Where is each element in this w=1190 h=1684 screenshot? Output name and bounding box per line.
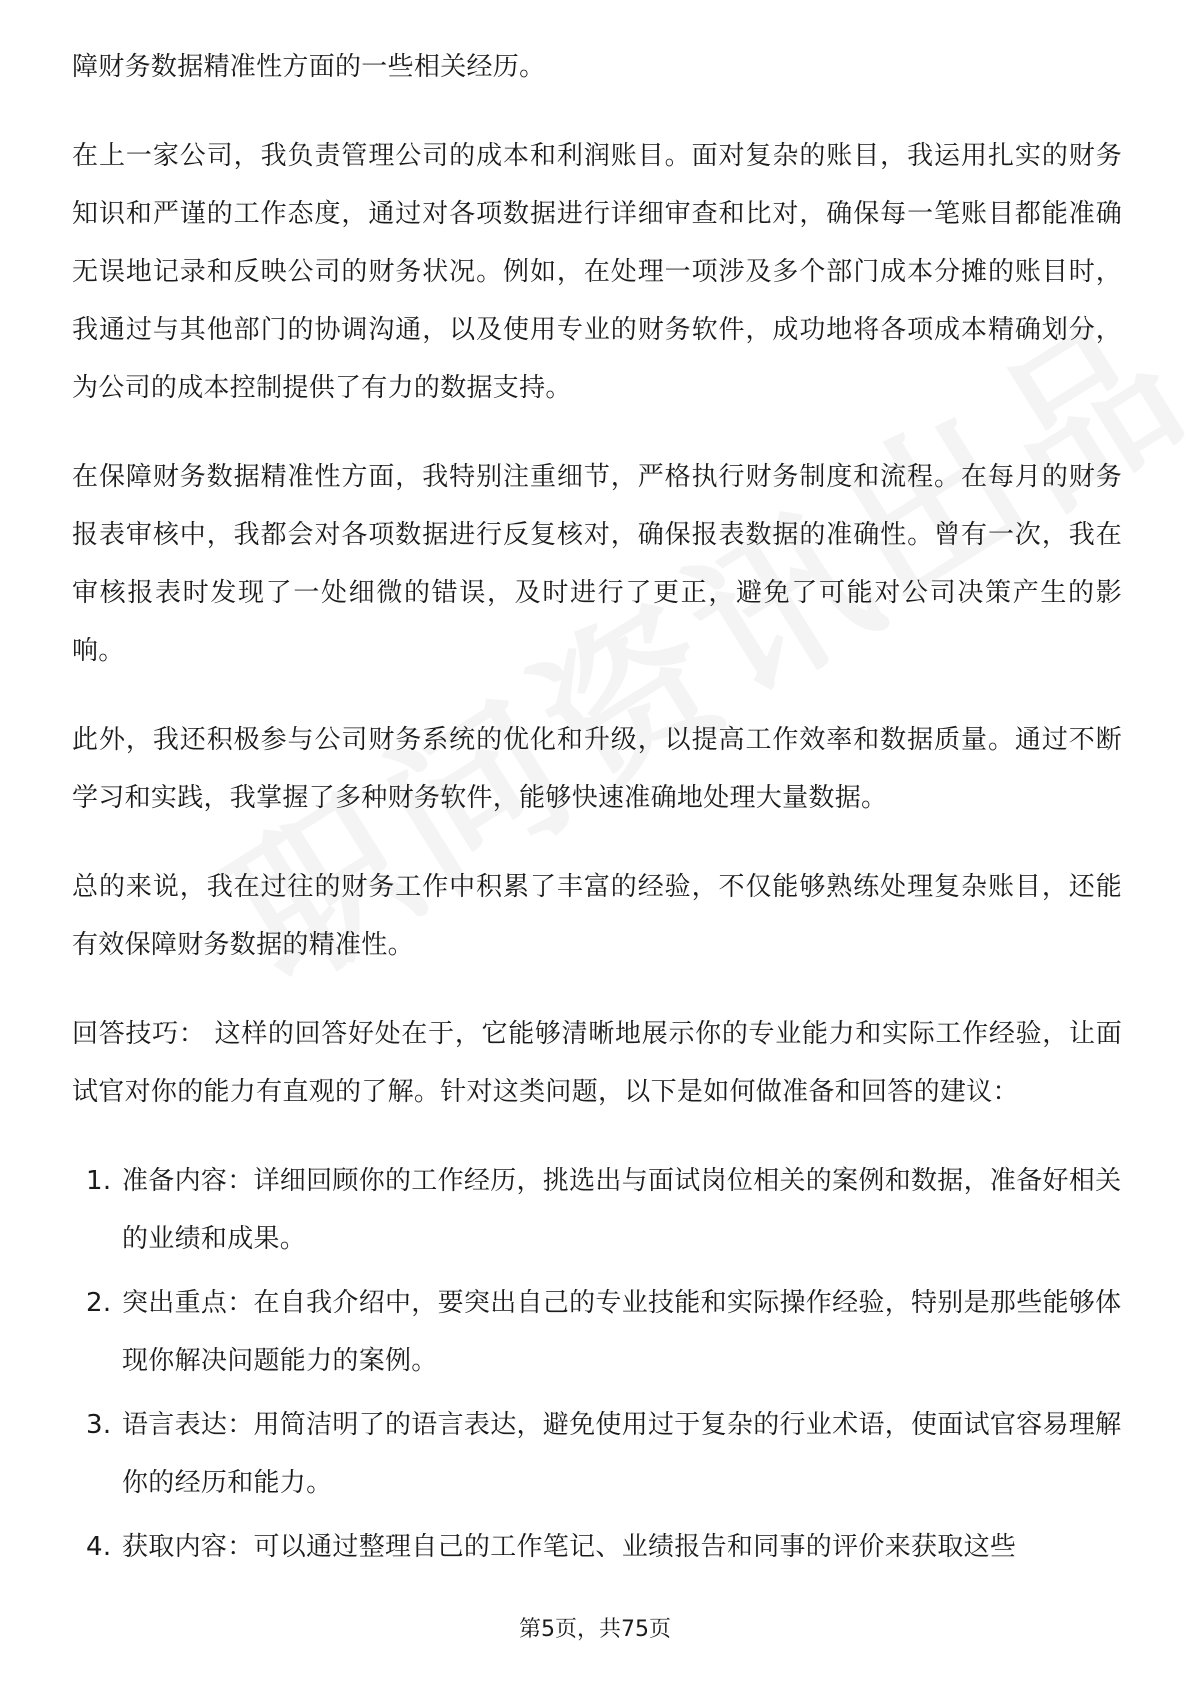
list-number: 4. (86, 1532, 112, 1562)
list-item (72, 1396, 1122, 1512)
paragraph-system-optimization: 此外，我还积极参与公司财务系统的优化和升级，以提高工作效率和数据质量。通过不断学习和实践，我掌握了多种财务软件，能够快速准确地处理大量数据。 (72, 725, 1122, 813)
list-item (72, 1274, 1122, 1390)
paragraph-summary: 总的来说，我在过往的财务工作中积累了丰富的经验，不仅能够熟练处理复杂账目，还能有效保障财务数据的精准性。 (72, 872, 1122, 960)
list-item (72, 1518, 1122, 1576)
list-number: 3. (86, 1410, 112, 1440)
paragraph-experience: 在上一家公司，我负责管理公司的成本和利润账目。面对复杂的账目，我运用扎实的财务知识和严谨的工作态度，通过对各项数据进行详细审查和比对，确保每一笔账目都能准确无误地记录和反映公司的财务状况。例如，在处理一项涉及多个部门成本分摊的账目时，我通过与其他部门的协调沟通，以及使用专业的财务软件，成功地将各项成本精确划分，为公司的成本控制提供了有力的数据支持。 (72, 141, 1122, 403)
document-body (72, 38, 1122, 1582)
list-number: 2. (86, 1288, 112, 1318)
list-number: 1. (86, 1166, 112, 1196)
tips-list (72, 1152, 1122, 1576)
list-item-text: 准备内容：详细回顾你的工作经历，挑选出与面试岗位相关的案例和数据，准备好相关的业绩和成果。 (122, 1166, 1122, 1254)
list-item-text: 语言表达：用简洁明了的语言表达，避免使用过于复杂的行业术语，使面试官容易理解你的经历和能力。 (122, 1410, 1122, 1498)
list-item-text: 获取内容：可以通过整理自己的工作笔记、业绩报告和同事的评价来获取这些 (122, 1532, 1017, 1562)
page-number-footer: 第5页，共75页 (519, 1617, 671, 1642)
paragraph-accuracy: 在保障财务数据精准性方面，我特别注重细节，严格执行财务制度和流程。在每月的财务报表审核中，我都会对各项数据进行反复核对，确保报表数据的准确性。曾有一次，我在审核报表时发现了一处细微的错误，及时进行了更正，避免了可能对公司决策产生的影响。 (72, 462, 1122, 666)
list-item (72, 1152, 1122, 1268)
paragraph-answer-tips: 回答技巧： 这样的回答好处在于，它能够清晰地展示你的专业能力和实际工作经验，让面试官对你的能力有直观的了解。针对这类问题，以下是如何做准备和回答的建议： (72, 1019, 1122, 1107)
paragraph-continuation: 障财务数据精准性方面的一些相关经历。 (72, 52, 546, 82)
list-item-text: 突出重点：在自我介绍中，要突出自己的专业技能和实际操作经验，特别是那些能够体现你解决问题能力的案例。 (122, 1288, 1122, 1376)
